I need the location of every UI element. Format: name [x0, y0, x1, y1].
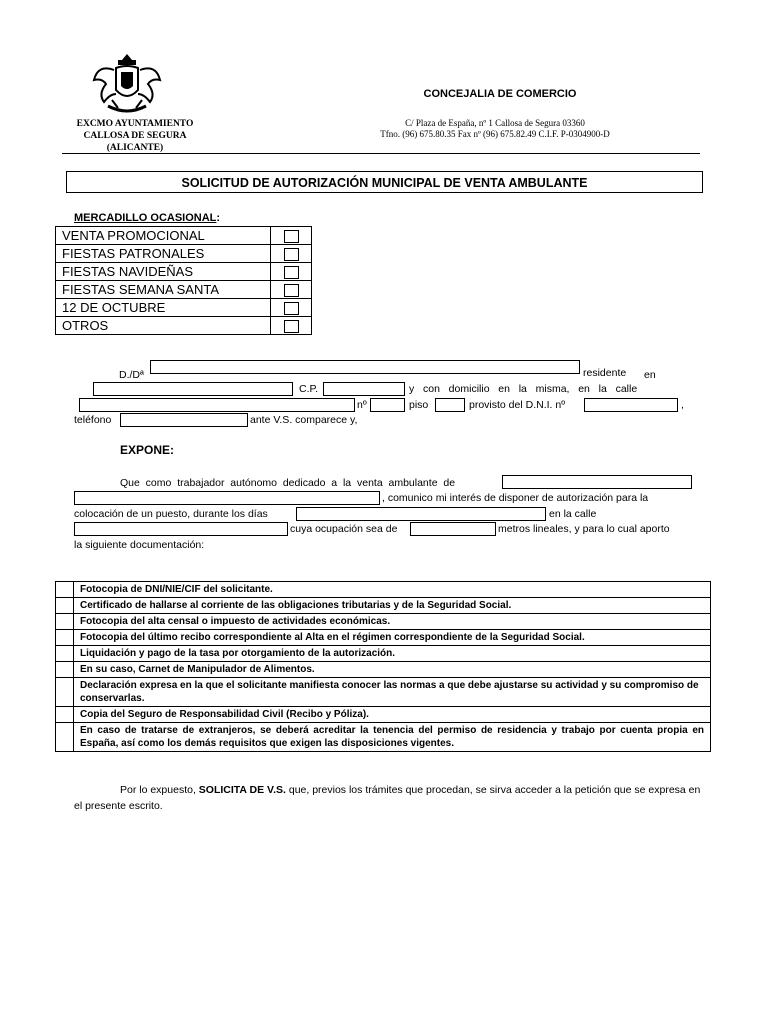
office-title: CONCEJALIA DE COMERCIO: [423, 88, 577, 100]
expone-line-3: colocación de un puesto, durante los días: [74, 508, 268, 520]
number-field[interactable]: [370, 398, 405, 412]
form-title: SOLICITUD DE AUTORIZACIÓN MUNICIPAL DE VENTA AMBULANTE: [66, 171, 703, 193]
document-checkbox[interactable]: [56, 723, 74, 752]
header-divider: [62, 153, 700, 154]
floor-field[interactable]: [435, 398, 465, 412]
expone-line-2: , comunico mi interés de disponer de autorización para la: [382, 492, 649, 504]
option-row: [56, 227, 312, 245]
meters-field[interactable]: [410, 522, 496, 536]
goods-field[interactable]: [502, 475, 692, 489]
expone-line-4: cuya ocupación sea de: [290, 523, 398, 535]
document-checkbox[interactable]: [56, 630, 74, 646]
document-row: [56, 723, 711, 752]
document-row: [56, 598, 711, 614]
mercadillo-label: MERCADILLO OCASIONAL:: [74, 212, 221, 224]
documents-table: [55, 581, 711, 752]
document-row: [56, 646, 711, 662]
expone-line-5: la siguiente documentación:: [74, 539, 205, 551]
option-row: [56, 317, 312, 335]
document-checkbox[interactable]: [56, 662, 74, 678]
dni-field[interactable]: [584, 398, 678, 412]
document-checkbox[interactable]: [56, 707, 74, 723]
option-checkbox[interactable]: [284, 230, 299, 243]
dates-field[interactable]: [296, 507, 546, 521]
document-row: [56, 630, 711, 646]
cp-label: C.P.: [299, 383, 319, 395]
office-address: C/ Plaza de España, nº 1 Callosa de Segura 03360 Tfno. (96) 675.80.35 Fax nº (96) 675.82.49 C.I.F. P-0304900-D: [380, 118, 610, 139]
document-checkbox[interactable]: [56, 598, 74, 614]
name-field[interactable]: [150, 360, 580, 374]
expone-line-3b: en la calle: [549, 508, 597, 520]
org-name: EXCMO AYUNTAMIENTO CALLOSA DE SEGURA (ALICANTE): [76, 119, 194, 153]
mercadillo-options-table: [55, 226, 312, 335]
residente-label: residente: [583, 367, 627, 379]
document-label: En caso de tratarse de extranjeros, se deberá acreditar la tenencia del permiso de residencia y trabajo por cuenta propia en España, así como los demás requisitos que exigen las disposiciones vigentes.: [74, 723, 711, 752]
closing-paragraph: Por lo expuesto, SOLICITA DE V.S. que, previos los trámites que procedan, se sirva acceder a la petición que se expresa en el presente escrito.: [74, 784, 701, 812]
option-label: FIESTAS SEMANA SANTA: [56, 281, 271, 299]
option-label: FIESTAS PATRONALES: [56, 245, 271, 263]
location-street-field[interactable]: [74, 522, 288, 536]
street-field[interactable]: [79, 398, 355, 412]
option-checkbox[interactable]: [284, 266, 299, 279]
postal-code-field[interactable]: [323, 382, 405, 396]
document-label: Copia del Seguro de Responsabilidad Civil (Recibo y Póliza).: [74, 707, 711, 723]
option-checkbox[interactable]: [284, 284, 299, 297]
document-label: Liquidación y pago de la tasa por otorgamiento de la autorización.: [74, 646, 711, 662]
en-label: en: [644, 369, 656, 381]
document-label: Declaración expresa en la que el solicitante manifiesta conocer las normas a que debe ajustarse su actividad y su compromiso de conservarlas.: [74, 678, 711, 707]
dni-comma: ,: [681, 399, 684, 411]
number-label: nº: [357, 399, 367, 411]
document-label: Fotocopia del último recibo correspondiente al Alta en el régimen correspondiente de la Seguridad Social.: [74, 630, 711, 646]
document-checkbox[interactable]: [56, 614, 74, 630]
phone-label: teléfono: [74, 414, 112, 426]
document-row: [56, 707, 711, 723]
option-row: [56, 299, 312, 317]
option-row: [56, 263, 312, 281]
option-checkbox[interactable]: [284, 248, 299, 261]
document-row: [56, 662, 711, 678]
document-row: [56, 678, 711, 707]
option-checkbox[interactable]: [284, 320, 299, 333]
floor-label: piso: [409, 399, 429, 411]
document-row: [56, 582, 711, 598]
document-row: [56, 614, 711, 630]
comparece-label: ante V.S. comparece y,: [250, 414, 358, 426]
dd-label: D./Dª: [119, 369, 144, 381]
dni-label: provisto del D.N.I. nº: [469, 399, 566, 411]
option-label: FIESTAS NAVIDEÑAS: [56, 263, 271, 281]
option-row: [56, 245, 312, 263]
expone-line-1: Que como trabajador autónomo dedicado a la venta ambulante de: [120, 477, 456, 489]
domicilio-label: y con domicilio en la misma, en la calle: [409, 383, 638, 395]
option-label: OTROS: [56, 317, 271, 335]
document-label: En su caso, Carnet de Manipulador de Alimentos.: [74, 662, 711, 678]
document-label: Fotocopia de DNI/NIE/CIF del solicitante.: [74, 582, 711, 598]
option-checkbox[interactable]: [284, 302, 299, 315]
document-checkbox[interactable]: [56, 582, 74, 598]
document-label: Certificado de hallarse al corriente de las obligaciones tributarias y de la Seguridad Social.: [74, 598, 711, 614]
option-label: 12 DE OCTUBRE: [56, 299, 271, 317]
residence-field[interactable]: [93, 382, 293, 396]
option-row: [56, 281, 312, 299]
document-checkbox[interactable]: [56, 646, 74, 662]
document-checkbox[interactable]: [56, 678, 74, 707]
expone-line-4b: metros lineales, y para lo cual aporto: [498, 523, 670, 535]
coat-of-arms-logo: [88, 50, 166, 120]
expone-heading: EXPONE:: [120, 443, 175, 457]
goods-field-cont[interactable]: [74, 491, 380, 505]
phone-field[interactable]: [120, 413, 248, 427]
option-label: VENTA PROMOCIONAL: [56, 227, 271, 245]
document-label: Fotocopia del alta censal o impuesto de actividades económicas.: [74, 614, 711, 630]
